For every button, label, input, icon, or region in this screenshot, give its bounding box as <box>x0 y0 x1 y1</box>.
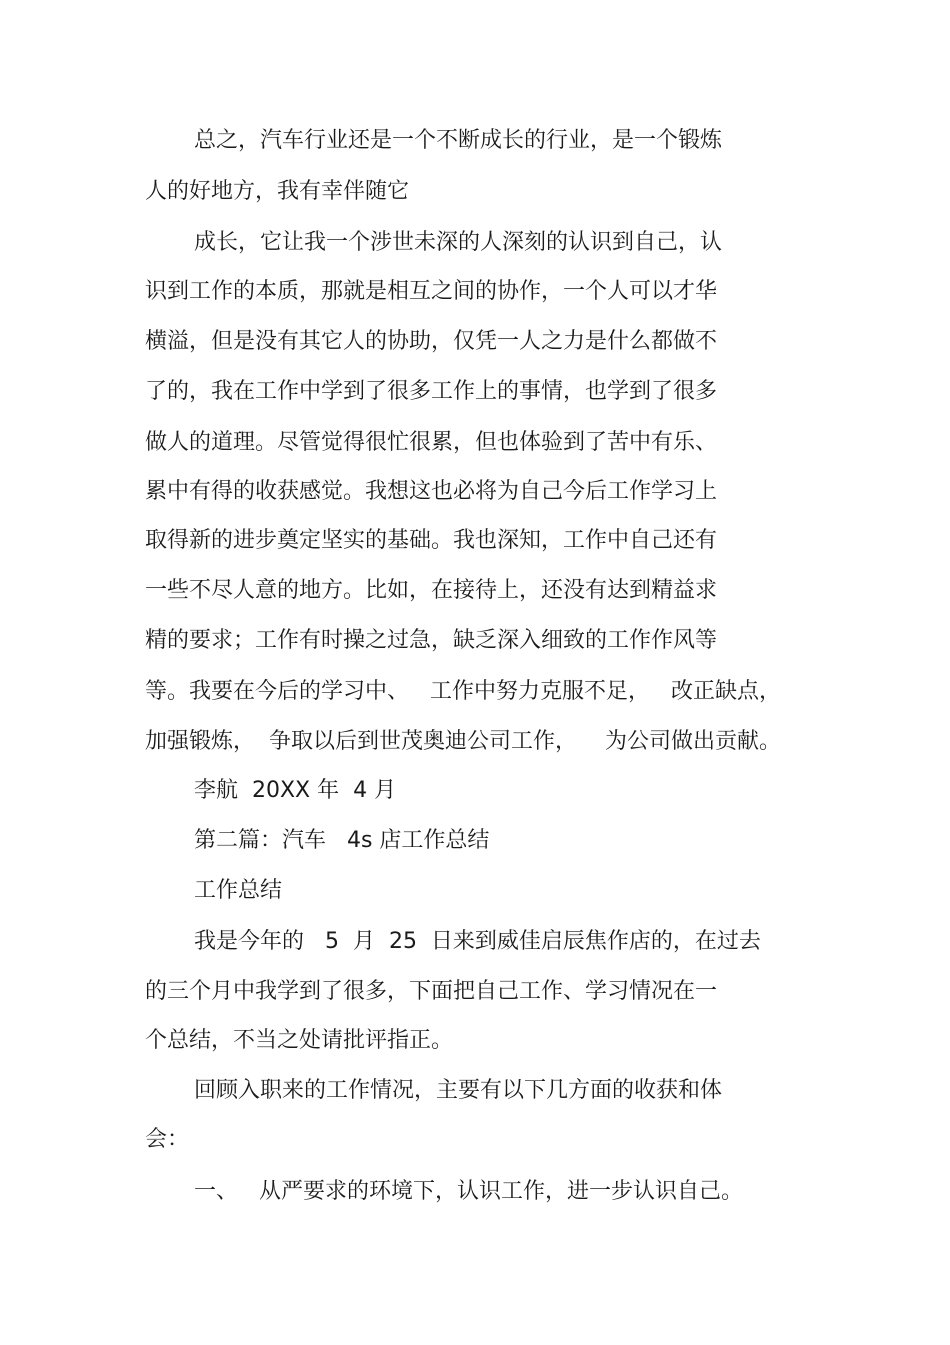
sub-heading: 工作总结 <box>194 878 283 903</box>
paragraph-line: 会： <box>145 1127 190 1152</box>
paragraph-line: 了的，我在工作中学到了很多工作上的事情，也学到了很多 <box>145 379 718 404</box>
paragraph-line: 取得新的进步奠定坚实的基础。我也深知，工作中自己还有 <box>145 528 718 553</box>
paragraph-line: 横溢，但是没有其它人的协助，仅凭一人之力是什么都做不 <box>145 329 718 354</box>
paragraph-line: 总之，汽车行业还是一个不断成长的行业，是一个锻炼 <box>194 128 723 153</box>
paragraph-line: 个总结，不当之处请批评指正。 <box>145 1028 454 1053</box>
paragraph-line: 识到工作的本质，那就是相互之间的协作，一个人可以才华 <box>145 279 718 304</box>
paragraph-line: 人的好地方，我有幸伴随它 <box>145 179 410 204</box>
paragraph-line: 我是今年的 5 月 25 日来到威佳启辰焦作店的，在过去 <box>194 929 761 954</box>
paragraph-line: 加强锻炼， 争取以后到世茂奥迪公司工作， 为公司做出贡献。 <box>145 729 781 754</box>
paragraph-line: 一些不尽人意的地方。比如，在接待上，还没有达到精益求 <box>145 578 718 603</box>
paragraph-line: 做人的道理。尽管觉得很忙很累，但也体验到了苦中有乐、 <box>145 430 718 455</box>
list-heading: 一、 从严要求的环境下，认识工作，进一步认识自己。 <box>194 1179 743 1204</box>
paragraph-line: 累中有得的收获感觉。我想这也必将为自己今后工作学习上 <box>145 479 718 504</box>
paragraph-line: 成长，它让我一个涉世未深的人深刻的认识到自己，认 <box>194 230 723 255</box>
paragraph-line: 精的要求；工作有时操之过急，缺乏深入细致的工作作风等 <box>145 628 718 653</box>
section-heading: 第二篇：汽车 4s 店工作总结 <box>194 828 490 853</box>
paragraph-line: 回顾入职来的工作情况，主要有以下几方面的收获和体 <box>194 1078 723 1103</box>
paragraph-line: 的三个月中我学到了很多，下面把自己工作、学习情况在一 <box>145 979 718 1004</box>
signature-line: 李航 20XX 年 4 月 <box>194 778 397 803</box>
paragraph-line: 等。我要在今后的学习中、 工作中努力克服不足， 改正缺点， <box>145 679 781 704</box>
